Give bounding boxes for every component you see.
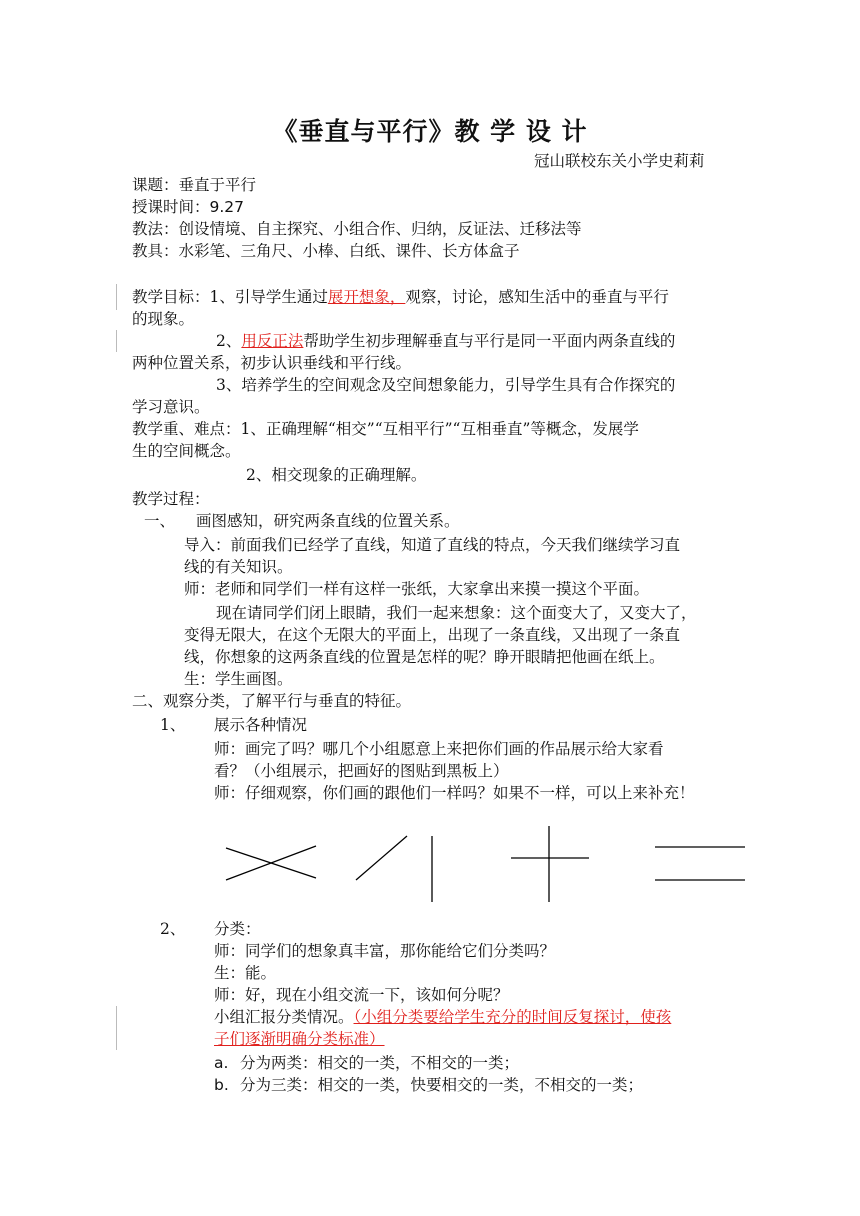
goal-1-text-cont: 观察，讨论，感知生活中的垂直与平行 — [405, 288, 669, 306]
teaching-methods: 教法：创设情境、自主探究、小组合作、归纳，反证法、迁移法等 — [132, 220, 582, 238]
key-points-2: 2、相交现象的正确理解。 — [246, 466, 427, 484]
group-report-revision-cont: 子们逐渐明确分类标准） — [214, 1030, 385, 1048]
key-points-line-1: 教学重、难点：1、正确理解“相交”“互相平行”“互相垂直”等概念，发展学 — [132, 420, 639, 438]
topic: 课题：垂直于平行 — [132, 176, 257, 194]
goal-2-line-2: 两种位置关系，初步认识垂线和平行线。 — [132, 354, 412, 372]
step-2-line-4 — [214, 1006, 671, 1028]
author: 冠山联校东关小学史莉莉 — [534, 152, 705, 170]
step-2-line-3: 师：好，现在小组交流一下，该如何分呢？ — [214, 986, 509, 1004]
goal-2-revision: 用反正法 — [241, 332, 304, 350]
step-1-title: 展示各种情况 — [214, 716, 308, 734]
step-1-line-2: 看？（小组展示，把画好的图贴到黑板上） — [214, 762, 509, 780]
option-b-text: 分为三类：相交的一类，快要相交的一类，不相交的一类； — [240, 1076, 644, 1094]
intro-line-1: 导入：前面我们已经学了直线，知道了直线的特点，今天我们继续学习直 — [184, 536, 681, 554]
goal-1-revision: 展开想象， — [327, 288, 406, 306]
student-line-1: 生：学生画图。 — [184, 670, 293, 688]
teaching-tools: 教具：水彩笔、三角尺、小棒、白纸、课件、长方体盒子 — [132, 242, 520, 260]
imagine-line-2: 变得无限大，在这个无限大的平面上，出现了一条直线，又出现了一条直 — [184, 626, 681, 644]
option-a-mark: a. — [214, 1054, 229, 1072]
step-2-line-2: 生：能。 — [214, 964, 277, 982]
section-1-number: 一、 — [144, 512, 176, 530]
step-1-number: 1、 — [160, 716, 186, 734]
intersecting-line-b — [226, 846, 316, 880]
goal-2-text: 帮助学生初步理解垂直与平行是同一平面内两条直线的 — [303, 332, 676, 350]
step-2-title: 分类： — [214, 920, 261, 938]
imagine-line-3: 线，你想象的这两条直线的位置是怎样的呢？睁开眼睛把他画在纸上。 — [184, 648, 665, 666]
step-2-line-1: 师：同学们的想象真丰富，那你能给它们分类吗？ — [214, 942, 556, 960]
step-2-line-5 — [214, 1028, 385, 1050]
revision-bar — [116, 1006, 117, 1050]
key-points-line-2: 生的空间概念。 — [132, 442, 241, 460]
option-b-mark: b. — [214, 1076, 229, 1094]
group-report-text: 小组汇报分类情况。 — [214, 1008, 354, 1026]
slanted-line — [356, 836, 407, 880]
step-1-line-3: 师：仔细观察，你们画的跟他们一样吗？如果不一样，可以上来补充！ — [214, 784, 695, 802]
process-heading: 教学过程： — [132, 490, 210, 508]
teacher-line-1: 师：老师和同学们一样有这样一张纸，大家拿出来摸一摸这个平面。 — [184, 580, 650, 598]
goal-1-text: 教学目标：1、引导学生通过 — [132, 288, 328, 306]
option-a-text: 分为两类：相交的一类，不相交的一类； — [240, 1054, 520, 1072]
imagine-line-1: 现在请同学们闭上眼睛，我们一起来想象：这个面变大了，又变大了， — [216, 604, 697, 622]
step-1-line-1: 师：画完了吗？哪几个小组愿意上来把你们画的作品展示给大家看 — [214, 740, 664, 758]
section-2-title: 二、观察分类，了解平行与垂直的特征。 — [132, 692, 412, 710]
step-2-number: 2、 — [160, 920, 186, 938]
page-title: 《垂直与平行》教 学 设 计 — [272, 117, 588, 146]
goal-2-number: 2、 — [216, 332, 242, 350]
time-value: 9.27 — [209, 198, 245, 216]
goal-3-line-1: 3、培养学生的空间观念及空间想象能力，引导学生具有合作探究的 — [216, 376, 676, 394]
group-report-revision: （小组分类要给学生充分的时间反复探讨，使孩 — [353, 1008, 672, 1026]
time-label: 授课时间： — [132, 198, 210, 216]
goal-3-line-2: 学习意识。 — [132, 398, 210, 416]
goal-1-line-2: 的现象。 — [132, 310, 195, 328]
section-1-title: 画图感知，研究两条直线的位置关系。 — [196, 512, 460, 530]
intro-line-2: 线的有关知识。 — [184, 558, 293, 576]
